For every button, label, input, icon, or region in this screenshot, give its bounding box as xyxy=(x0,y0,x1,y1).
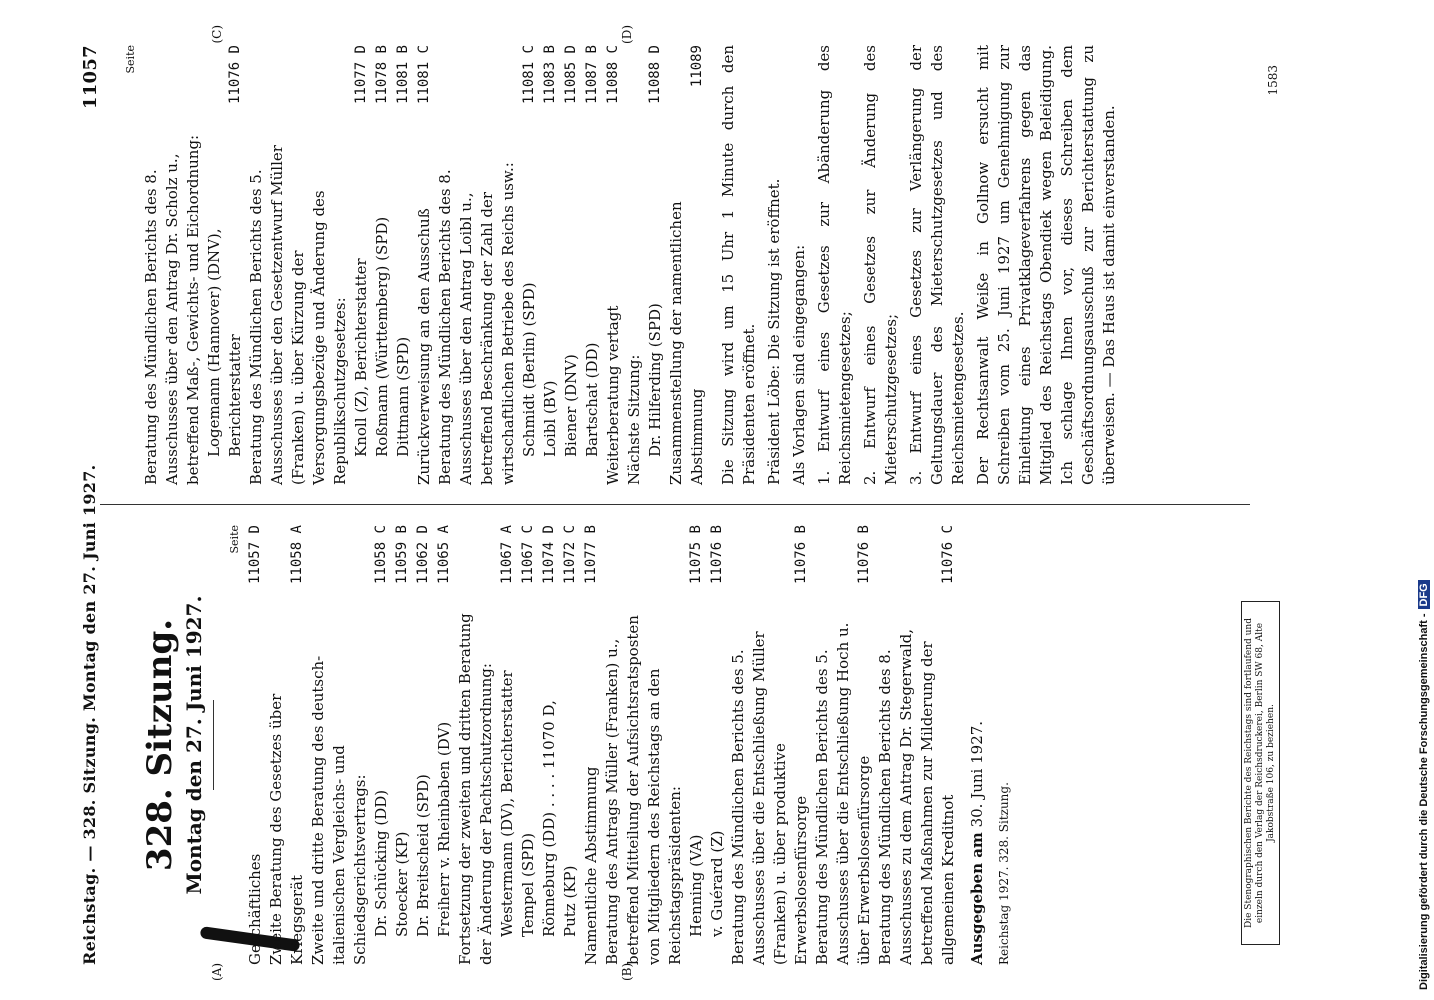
toc-entry-page: 11075 B xyxy=(688,525,704,585)
toc-entry xyxy=(518,525,539,965)
toc-entry xyxy=(645,45,666,485)
toc-entry-text: Henning (VA) xyxy=(687,834,705,937)
toc-entry-page: 11057 D xyxy=(247,525,263,585)
toc-entry xyxy=(413,525,434,965)
toc-entry-page: 11076 B xyxy=(709,525,725,585)
toc-entry xyxy=(686,525,707,965)
side-note-text: Digitalisierung gefördert durch die Deutsche Forschungsgemeinschaft - xyxy=(1418,613,1430,990)
toc-entry-text: Beratung des Mündlichen Berichts des 8. Ausschusses zu dem Antrag Dr. Stegerwald, betreffend Maßnahmen zur Milderung der allgemeinen Kreditnot xyxy=(876,628,957,965)
toc-entry-page: 11081 C xyxy=(416,45,432,105)
margin-mark-c: (C) xyxy=(210,25,224,44)
toc-entry-text: Dr. Breitscheid (SPD) xyxy=(414,774,432,937)
paragraph: 1. Entwurf eines Gesetzes zur Abänderung des Reichsmietengesetzes; xyxy=(815,45,854,485)
toc-entry xyxy=(603,45,624,485)
toc-entry-text: Beratung des Mündlichen Berichts des 5. Ausschusses über den Gesetzentwurf Müller (Franken) u. über Kürzung der Versorgungsbezüge und Änderung des Republikschutzgesetzes: xyxy=(247,145,349,485)
toc-entry-text: Knoll (Z), Berichterstatter xyxy=(352,258,370,457)
left-footer: Reichstag 1927. 328. Sitzung. xyxy=(997,782,1011,965)
ausgegeben-line xyxy=(967,525,988,965)
left-column xyxy=(120,525,1015,965)
toc-entry-page: 11088 D xyxy=(647,45,663,105)
toc-entry xyxy=(728,525,812,965)
sheet-number: 1583 xyxy=(1266,65,1280,96)
toc-entry-text: Westermann (DV), Berichterstatter xyxy=(498,670,516,937)
printer-note: Die Stenographischen Berichte des Reichstags sind fortlaufend und einzeln durch den Verlag der Reichsdruckerei, Berlin SW 68, Alte Jakobstraße 106, zu beziehen. xyxy=(1241,601,1280,945)
toc-entry-text: Beratung des Mündlichen Berichts des 8. Ausschusses über den Antrag Dr. Scholz u., betreffend Maß-, Gewichts- und Eichordnung: xyxy=(142,134,202,485)
toc-entry-page: 11059 B xyxy=(394,525,410,585)
title-rule xyxy=(213,700,214,790)
toc-entry xyxy=(351,45,372,485)
toc-entry xyxy=(581,525,602,965)
toc-entry xyxy=(666,45,708,485)
toc-entry xyxy=(497,525,518,965)
margin-mark-b: (B) xyxy=(620,962,634,981)
toc-entry-page: 11077 B xyxy=(583,525,599,585)
toc-entry xyxy=(561,45,582,485)
toc-entry-page: 11076 C xyxy=(940,525,956,585)
toc-entry-page: 11072 C xyxy=(562,525,578,585)
toc-entry xyxy=(560,525,581,965)
toc-entry xyxy=(434,525,455,965)
paragraph: Als Vorlagen sind eingegangen: xyxy=(790,244,808,485)
running-head-page: 11057 xyxy=(80,45,101,110)
toc-entry-page: 11078 B xyxy=(374,45,390,105)
toc-entry-page: 11081 C xyxy=(521,45,537,105)
seite-label: Seite xyxy=(228,525,241,554)
toc-entry xyxy=(245,525,266,965)
toc-entry-text: Nächste Sitzung: xyxy=(625,354,643,485)
toc-entry xyxy=(812,525,875,965)
table-of-contents-right xyxy=(141,45,708,485)
toc-entry-text: Loibl (BV) xyxy=(541,380,559,457)
toc-entry-page: 11088 C xyxy=(605,45,621,105)
toc-entry-text: v. Guérard (Z) xyxy=(708,830,726,937)
toc-entry xyxy=(392,525,413,965)
paragraph: Präsident Löbe: Die Sitzung ist eröffnet. xyxy=(765,178,783,485)
toc-entry-text: Beratung des Mündlichen Berichts des 5. Ausschusses über die Entschließung Hoch u. über Erwerbslosenfürsorge xyxy=(813,622,873,965)
toc-entry-text: Weiterberatung vertagt xyxy=(604,305,622,485)
toc-entry-page: 11074 D xyxy=(541,525,557,585)
toc-entry-page: 11087 B xyxy=(584,45,600,105)
toc-entry xyxy=(141,45,204,485)
right-column xyxy=(120,45,1124,485)
session-date: Montag den 27. Juni 1927. xyxy=(182,595,206,895)
toc-entry xyxy=(371,525,392,965)
toc-entry-page: 11076 B xyxy=(793,525,809,585)
toc-entry-text: Dr. Hilferding (SPD) xyxy=(646,303,664,457)
session-text xyxy=(718,45,1120,485)
toc-entry xyxy=(266,525,308,965)
paragraph: 3. Entwurf eines Gesetzes zur Verlängerung der Geltungsdauer des Mieterschutzgesetzes und des Reichsmietengesetzes. xyxy=(907,45,967,485)
toc-entry xyxy=(308,525,371,965)
toc-entry-page: 11076 B xyxy=(856,525,872,585)
margin-mark-d: (D) xyxy=(620,25,634,44)
toc-entry-text: Namentliche Abstimmung xyxy=(582,766,600,965)
dfg-logo: DFG xyxy=(1418,580,1430,609)
toc-entry xyxy=(455,525,497,965)
paragraph: Die Sitzung wird um 15 Uhr 1 Minute durch den Präsidenten eröffnet. xyxy=(719,45,758,485)
toc-entry-text: Freiherr v. Rheinbaben (DV) xyxy=(435,721,453,937)
toc-entry xyxy=(372,45,393,485)
toc-entry-page: 11076 D xyxy=(227,45,243,105)
ausgegeben-label: Ausgegeben am xyxy=(968,832,986,965)
toc-entry-text: Schmidt (Berlin) (SPD) xyxy=(520,282,538,457)
toc-entry xyxy=(540,45,561,485)
toc-entry-text: Logemann (Hannover) (DNV), Berichterstatter xyxy=(205,228,244,457)
toc-entry-page: 11067 C xyxy=(520,525,536,585)
side-note xyxy=(1418,0,1434,990)
toc-entry xyxy=(393,45,414,485)
toc-entry-text: Stoecker (KP) xyxy=(393,831,411,937)
toc-entry xyxy=(539,525,560,965)
toc-entry-text: Beratung des Mündlichen Berichts des 5. Ausschusses über die Entschließung Müller (Franken) u. über produktive Erwerbslosenfürsorge xyxy=(729,631,810,965)
toc-entry xyxy=(602,525,686,965)
session-title: 328. Sitzung. xyxy=(140,618,180,872)
toc-entry xyxy=(246,45,351,485)
toc-entry-page: 11058 A xyxy=(289,525,305,585)
toc-entry-text: Rönneburg (DD) . . . . 11070 D, xyxy=(540,700,558,937)
toc-entry-text: Zweite Beratung des Gesetzes über Kriegsgerät xyxy=(267,693,306,965)
toc-entry-text: Beratung des Mündlichen Berichts des 8. Ausschusses über den Antrag Loibl u., betreffend Beschränkung der Zahl der wirtschaftlichen Betriebe des Reichs usw.: xyxy=(436,162,517,485)
toc-entry-text: Dr. Schücking (DD) xyxy=(372,789,390,937)
margin-mark-a: (A) xyxy=(210,962,224,981)
toc-entry xyxy=(519,45,540,485)
toc-entry-page: 11083 B xyxy=(542,45,558,105)
toc-entry xyxy=(435,45,519,485)
toc-entry-page: 11067 A xyxy=(499,525,515,585)
toc-entry-text: Zweite und dritte Beratung des deutsch-italienischen Vergleichs- und Schiedsgerichtsvertrags: xyxy=(309,655,369,965)
toc-entry-text: Geschäftliches xyxy=(246,853,264,965)
column-rule xyxy=(100,504,1250,505)
toc-entry-text: Biener (DNV) xyxy=(562,354,580,457)
ausgegeben-date: 30. Juni 1927. xyxy=(968,720,986,828)
paragraph: 2. Entwurf eines Gesetzes zur Änderung des Mieterschutzgesetzes; xyxy=(861,45,900,485)
toc-entry-text: Roßmann (Württemberg) (SPD) xyxy=(373,216,391,457)
toc-entry xyxy=(624,45,645,485)
toc-entry xyxy=(707,525,728,965)
toc-entry-page: 11081 B xyxy=(395,45,411,105)
toc-entry-page: 11062 D xyxy=(415,525,431,585)
toc-entry-page: 11077 D xyxy=(353,45,369,105)
toc-entry xyxy=(582,45,603,485)
toc-entry-text: Putz (KP) xyxy=(561,865,579,937)
toc-entry-text: Zurückverweisung an den Ausschuß xyxy=(415,208,433,485)
toc-entry-text: Beratung des Antrags Müller (Franken) u., betreffend Mitteilung der Aufsichtsratsposten von Mitgliedern des Reichstags an den Reichstagspräsidenten: xyxy=(603,615,684,965)
paragraph: Der Rechtsanwalt Weiße in Gollnow ersucht mit Schreiben vom 25. Juni 1927 um Genehmigung zur Einleitung eines Privatklageverfahrens gegen das Mitglied des Reichstags Obendiek wegen Beleidigung. Ich schlage Ihnen vor, dieses Schreiben dem Geschäftsordnungsausschuß zur Berichterstattung zu überweisen. — Das Haus ist damit einverstanden. xyxy=(974,45,1118,485)
table-of-contents-left xyxy=(245,525,959,965)
toc-entry-page: 11065 A xyxy=(436,525,452,585)
toc-entry xyxy=(875,525,959,965)
toc-entry xyxy=(414,45,435,485)
document-page xyxy=(60,25,1320,985)
toc-entry-text: Bartschat (DD) xyxy=(583,342,601,457)
toc-entry-page: 11085 D xyxy=(563,45,579,105)
toc-entry-text: Tempel (SPD) xyxy=(519,832,537,937)
toc-entry-page: 11089 xyxy=(689,45,705,88)
seite-label-right: Seite xyxy=(124,45,137,74)
toc-entry-text: Dittmann (SPD) xyxy=(394,336,412,457)
running-head-left: Reichstag. — 328. Sitzung. Montag den 27. Juni 1927. xyxy=(80,464,99,965)
toc-entry xyxy=(204,45,246,485)
toc-entry-text: Fortsetzung der zweiten und dritten Beratung der Änderung der Pachtschutzordnung: xyxy=(456,613,495,965)
toc-entry-page: 11058 C xyxy=(373,525,389,585)
toc-entry-text: Zusammenstellung der namentlichen Abstimmung xyxy=(667,201,706,485)
running-head xyxy=(80,45,104,965)
